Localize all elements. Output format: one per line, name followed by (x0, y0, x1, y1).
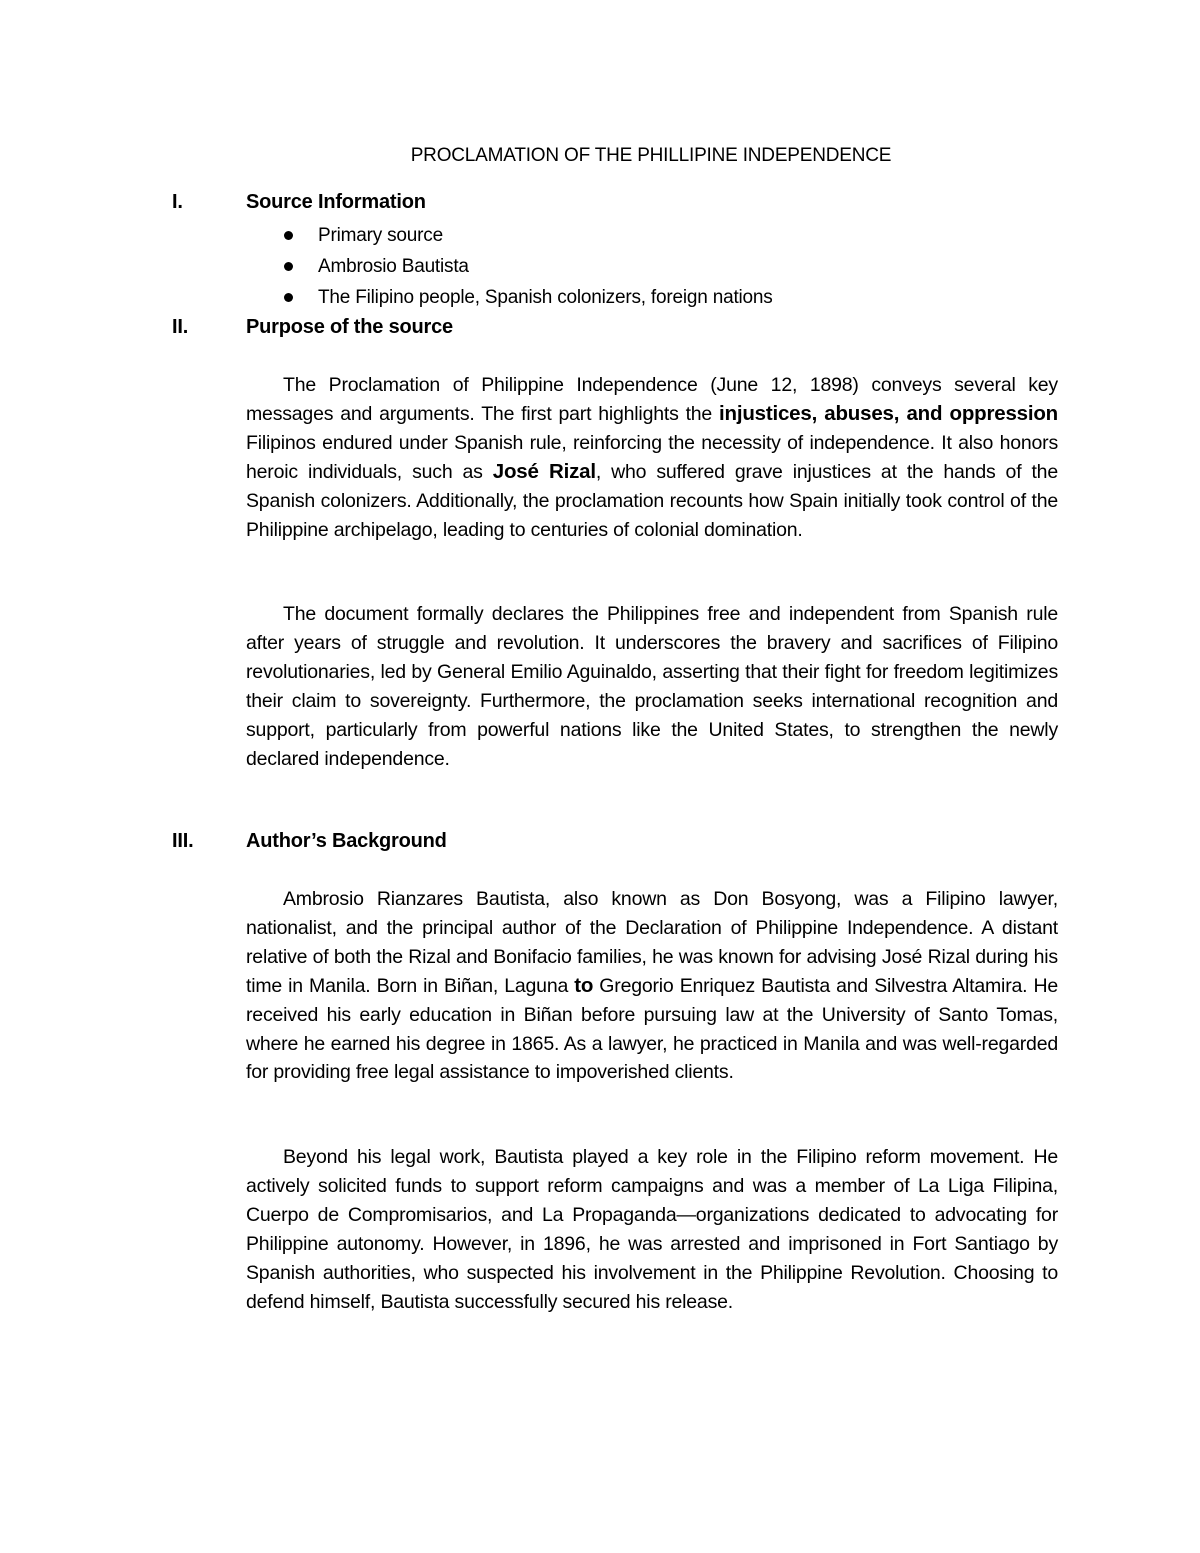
bullet-icon (284, 293, 293, 302)
section-title: Source Information (246, 191, 426, 213)
section-number: I. (172, 191, 183, 213)
section-title: Author’s Background (246, 830, 447, 852)
section-heading-purpose (172, 313, 453, 341)
document-title: PROCLAMATION OF THE PHILLIPINE INDEPENDENCE (410, 145, 892, 166)
section-heading-source-information (172, 188, 426, 216)
emphasis-to: to (574, 973, 594, 997)
section-number: II. (172, 316, 189, 338)
author-paragraph-1: Ambrosio Rianzares Bautista, also known as Don Bosyong, was a Filipino lawyer, nationalist, and the principal author of the Declaration of Philippine Independence. A distant relative of both the Rizal and Bonifacio families, he was known for advising José Rizal during his time in Manila. Born in Biñan, Laguna to Gregorio Enriquez Bautista and Silvestra Altamira. He received his early education in Biñan before pursuing law at the University of Santo Tomas, where he earned his degree in 1865. As a lawyer, he practiced in Manila and was well-regarded for providing free legal assistance to impoverished clients. (246, 888, 1058, 1084)
source-info-list (246, 220, 773, 313)
section-heading-authors-background (172, 827, 447, 855)
list-item: Ambrosio Bautista (246, 251, 773, 282)
author-paragraph-2: Beyond his legal work, Bautista played a key role in the Filipino reform movement. He actively solicited funds to support reform campaigns and was a member of La Liga Filipina, Cuerpo de Compromisarios, and La Propaganda—organizations dedicated to advocating for Philippine autonomy. However, in 1896, he was arrested and imprisoned in Fort Santiago by Spanish authorities, who suspected his involvement in the Philippine Revolution. Choosing to defend himself, Bautista successfully secured his release. (246, 1146, 1058, 1313)
emphasis-injustices: injustices, abuses, and oppression (719, 401, 1058, 425)
section-title: Purpose of the source (246, 316, 453, 338)
list-item: Primary source (246, 220, 773, 251)
bullet-icon (284, 262, 293, 271)
purpose-paragraph-2: The document formally declares the Philippines free and independent from Spanish rule after years of struggle and revolution. It underscores the bravery and sacrifices of Filipino revolutionaries, led by General Emilio Aguinaldo, asserting that their fight for freedom legitimizes their claim to sovereignty. Furthermore, the proclamation seeks international recognition and support, particularly from powerful nations like the United States, to strengthen the newly declared independence. (246, 603, 1058, 770)
list-item: The Filipino people, Spanish colonizers, foreign nations (246, 282, 773, 313)
emphasis-jose-rizal: José Rizal (492, 459, 596, 483)
bullet-icon (284, 231, 293, 240)
section-number: III. (172, 830, 194, 852)
purpose-paragraph-1: The Proclamation of Philippine Independence (June 12, 1898) conveys several key messages and arguments. The first part highlights the injustices, abuses, and oppression Filipinos endured under Spanish rule, reinforcing the necessity of independence. It also honors heroic individuals, such as José Rizal, who suffered grave injustices at the hands of the Spanish colonizers. Additionally, the proclamation recounts how Spain initially took control of the Philippine archipelago, leading to centuries of colonial domination. (246, 374, 1058, 541)
